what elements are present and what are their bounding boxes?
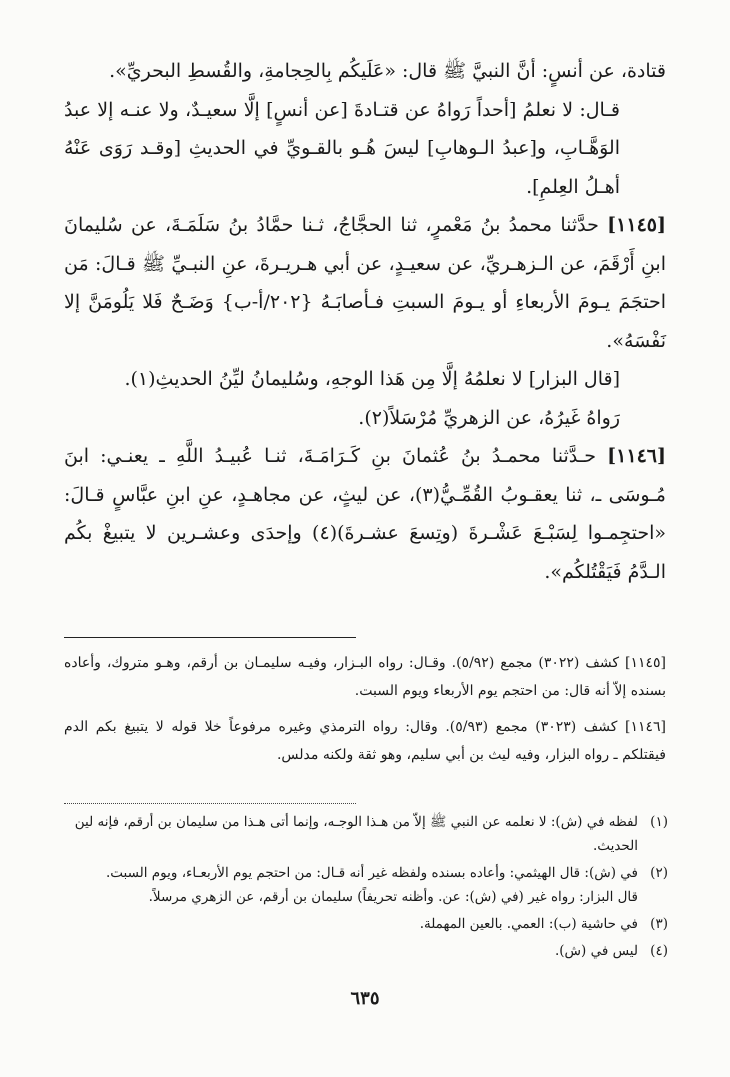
footnote-text: في حاشية (ب): العمي. بالعين المهملة. <box>419 916 638 932</box>
footnote-1 <box>60 810 668 858</box>
footnote-number: (٤) <box>650 943 668 959</box>
footnote-text-line: في (ش): قال الهيثمي: وأعاده بسنده ولفظه غير أنه قـال: من احتجم يوم الأربعـاء، ويوم السبت. <box>105 865 638 881</box>
footnote-text-line: قال البزار: رواه غير (في (ش): عن. وأظنه تحريفاً) سليمان بن أرقم، عن الزهري مرسلاً. <box>148 889 638 905</box>
hadith-number-1146: [١١٤٦] <box>607 445 666 467</box>
footnote-number: (٣) <box>650 916 668 932</box>
footnote-number: (١) <box>650 814 668 830</box>
footnote-4 <box>60 939 668 963</box>
hadith-1145 <box>64 206 666 360</box>
footnote-text: ليس في (ش). <box>555 943 638 959</box>
hadith-1146 <box>64 437 666 591</box>
footnote-number: (٢) <box>650 865 668 881</box>
takhrij-notes <box>64 650 666 778</box>
page-number: ٦٣٥ <box>350 988 380 1009</box>
footnotes <box>60 810 668 966</box>
paragraph-qatada: قتادة، عن أنسٍ: أنَّ النبيَّ ﷺ قال: «عَلَيكُم بِالحِجامةِ، والقُسطِ البحريِّ». <box>109 60 666 82</box>
footnote-2 <box>60 861 668 909</box>
dotted-divider <box>64 803 356 804</box>
hadith-1145-text: حدَّثنا محمدُ بنُ مَعْمرٍ، ثنا الحجَّاجُ، ثـنا حمَّادُ بنُ سَلَمَـةَ، عن سُليمانَ ابنِ أَرْقَمَ، عن الـزهـريِّ، عن سعيـدٍ، عن أبي هـريـرةَ، عنِ النبـيِّ ﷺ قـالَ: مَن احتجَمَ يـومَ الأربعاءِ أو يـومَ السبتِ فـأصابَـهُ {٢٠٢/أ-ب} وَضَـحٌ فَلا يَلُومَنَّ إلا نَفْسَهُ». <box>64 214 666 352</box>
paragraph-bazzar-note: [قال البزار] لا نعلمُهُ إلَّا مِن هَذا الوجهِ، وسُليمانُ ليِّنُ الحديثِ(١). <box>124 368 620 390</box>
hadith-number-1145: [١١٤٥] <box>607 214 666 236</box>
hadith-1146-text: حـدَّثنا محمـدُ بنُ عُثمانَ بنِ كَـرَامَـةَ، ثنـا عُبيـدُ اللَّهِ ـ يعنـي: ابنَ مُـوسَى ـ، ثنا يعقـوبُ القُمِّـيُّ(٣)، عن ليثٍ، عن مجاهـدٍ، عنِ ابنِ عبَّاسٍ قـالَ: «احتجِمـوا لِسَبْـعَ عَشْـرةَ (وتِسعَ عشـرةَ)(٤) وإحدَى وعشـرين لا يتبيغْ بكُم الـدَّمُ فَيَقْتُلكُم». <box>64 445 667 583</box>
paragraph-bazzar-comment: قـال: لا نعلمُ [أحداً رَواهُ عن قتـادةَ [عن أنسٍ] إلَّا سعيـدٌ، ولا عنـه إلا عبدُ الوَهَّـابِ، و[عبدُ الـوهابِ] ليسَ هُـو بالقـويِّ في الحديثِ [وقـد رَوَى عَنْهُ أهـلُ العِلمِ]. <box>64 98 620 198</box>
footnote-text <box>60 861 638 909</box>
paragraph-mursal: رَواهُ غَيرُهُ، عن الزهريِّ مُرْسَلاً(٢). <box>358 406 620 429</box>
footnote-3 <box>60 912 668 936</box>
footnote-text: لفظه في (ش): لا نعلمه عن النبي ﷺ إلاّ من هـذا الوجـه، وإنما أتى هـذا من سليمان بن أرقم، فإنه لين الحديث. <box>74 814 638 854</box>
divider-line <box>64 637 356 638</box>
main-text <box>64 52 666 591</box>
note-1145: [١١٤٥] كشف (٣٠٢٢) مجمع (٥/٩٢). وقـال: رواه البـزار، وفيـه سليمـان بن أرقم، وهـو متروك، وأعاده بسنده إلاّ أنه قال: من احتجم يوم الأربعاء ويوم السبت. <box>64 655 666 699</box>
note-1146: [١١٤٦] كشف (٣٠٢٣) مجمع (٥/٩٣). وقال: رواه الترمذي وغيره مرفوعاً خلا قوله لا يتبيغ بكم الدم فيقتلكم ـ رواه البزار، وفيه ليث بن أبي سليم، وهو ثقة ولكنه مدلس. <box>64 719 666 763</box>
